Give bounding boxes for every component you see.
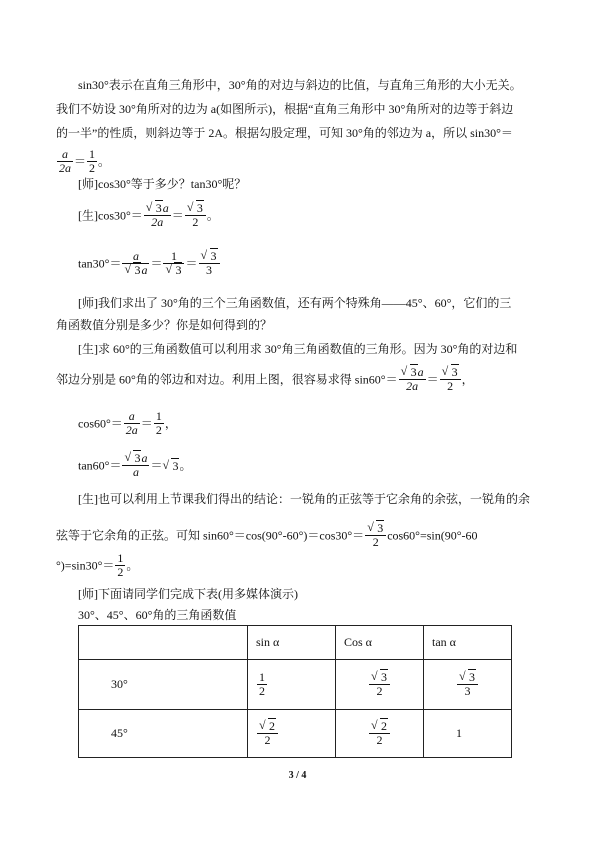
cos30-cell: √ $\frac{3}{2}$	[336, 660, 424, 710]
fraction: √ $\frac{3}{2}$	[185, 202, 206, 229]
student-alt-line2	[56, 522, 478, 549]
header-sin: sin α	[248, 626, 336, 660]
teacher-question-2-line2: 角函数值分别是多少？你是如何得到的？	[56, 318, 273, 332]
cos60-label: cos60°＝	[78, 416, 123, 431]
fraction: √ $\frac{3a}{2a}$	[399, 366, 426, 393]
table-header-row	[79, 626, 512, 660]
para1-line1: sin30°表示在直角三角形中，30°角的对边与斜边的比值，与直角三角形的大小无关。	[78, 78, 522, 92]
fraction: $\frac{a}{2a}$	[59, 147, 71, 175]
student-alt-line1: [生]也可以利用上节课我们得出的结论：一锐角的正弦等于它余角的余弦，一锐角的余	[78, 492, 530, 506]
page-number: 3 / 4	[288, 770, 307, 781]
fraction: $\frac{a}{2a}$	[125, 409, 138, 437]
table-row	[79, 660, 512, 710]
fraction: √ $\frac{3}{3}$	[199, 250, 220, 277]
header-cos: Cos α	[336, 626, 424, 660]
table-caption: 30°、45°、60°角的三角函数值	[78, 608, 237, 622]
fraction: √ $\frac{3}{2}$	[365, 522, 386, 549]
student-alt-line2a: 弦等于它余角的正弦。可知 sin60°＝cos(90°-60°)＝cos30°＝	[56, 528, 365, 543]
student-alt-line3: °)=sin30°＝ $\frac{1}{2}$ 。	[56, 551, 139, 579]
angle-cell: 30°	[79, 660, 248, 710]
fraction: √ $\frac{3a}{a}$	[122, 452, 149, 479]
tan30-cell: √ $\frac{3}{3}$	[424, 660, 512, 710]
sin30-label: °)=sin30°＝	[56, 558, 115, 573]
header-tan: tan α	[424, 626, 512, 660]
tan60-label: tan60°＝	[78, 458, 122, 473]
tan60-formula: tan60°＝ √ $\frac{3a}{a}$ ＝√ 3。	[78, 452, 192, 479]
para1-line3: 的一半”的性质，则斜边等于 2A。根据勾股定理，可知 30°角的邻边为 a，所以 sin30°＝	[56, 126, 513, 140]
fraction: $\frac{1}{2}$	[117, 551, 124, 579]
fraction: $\frac{1}{2}$	[155, 409, 162, 437]
sin30-result: $\frac{a}{2a}$ ＝ $\frac{1}{2}$ 。	[59, 147, 111, 175]
student-60-line2: 邻边分别是 60°角的邻边和对边。利用上图，很容易求得 sin60°＝	[56, 372, 398, 387]
cos60-formula: cos60°＝ $\frac{a}{2a}$ ＝ $\frac{1}{2}$ ，	[78, 409, 177, 437]
tan30-label: tan30°＝	[78, 256, 122, 271]
header-cell-empty	[79, 626, 248, 660]
trig-values-table	[78, 625, 512, 758]
fraction: 1 √ 3	[163, 250, 184, 277]
teacher-question-2-line1: [师]我们求出了 30°角的三个三角函数值，还有两个特殊角——45°、60°，它们的三	[78, 296, 512, 310]
sin45-cell: √ $\frac{2}{2}$	[248, 710, 336, 758]
fraction: $\frac{1}{2}$	[89, 147, 96, 175]
cos30-formula: [生]cos30°＝ √ $\frac{3a}{2a}$ ＝ √ $\frac{3}{2}$ 。	[78, 202, 219, 229]
cos45-cell: √ $\frac{2}{2}$	[336, 710, 424, 758]
cos30-label: [生]cos30°＝	[78, 208, 143, 223]
student-alt-line2b: cos60°=sin(90°-60	[387, 528, 478, 543]
para1-line2: 我们不妨设 30°角所对的边为 a(如图所示)，根据“直角三角形中 30°角所对的边等于斜边	[56, 102, 514, 116]
teacher-question-1: [师]cos30°等于多少？tan30°呢？	[78, 177, 247, 191]
fraction: a √ 3a	[122, 250, 149, 277]
teacher-table-intro: [师]下面请同学们完成下表(用多媒体演示)	[78, 587, 298, 601]
angle-cell: 45°	[79, 710, 248, 758]
tan45-cell: 1	[424, 710, 512, 758]
table-row	[79, 710, 512, 758]
tan30-formula: tan30°＝ a √ 3a ＝ 1 √ 3 ＝ √ $\frac{3}{3}$	[78, 250, 221, 277]
student-60-line1: [生]求 60°的三角函数值可以利用求 30°角三角函数值的三角形。因为 30°角的对边和	[78, 342, 518, 356]
sin60-formula: 邻边分别是 60°角的邻边和对边。利用上图，很容易求得 sin60°＝ √ $\frac{3a}{2a}$ ＝ √ $\frac{3}{2}$ ，	[56, 366, 474, 393]
fraction: √ $\frac{3a}{2a}$	[144, 202, 171, 229]
sin30-cell: $\frac{1}{2}$	[248, 660, 336, 710]
fraction: √ $\frac{3}{2}$	[440, 366, 461, 393]
